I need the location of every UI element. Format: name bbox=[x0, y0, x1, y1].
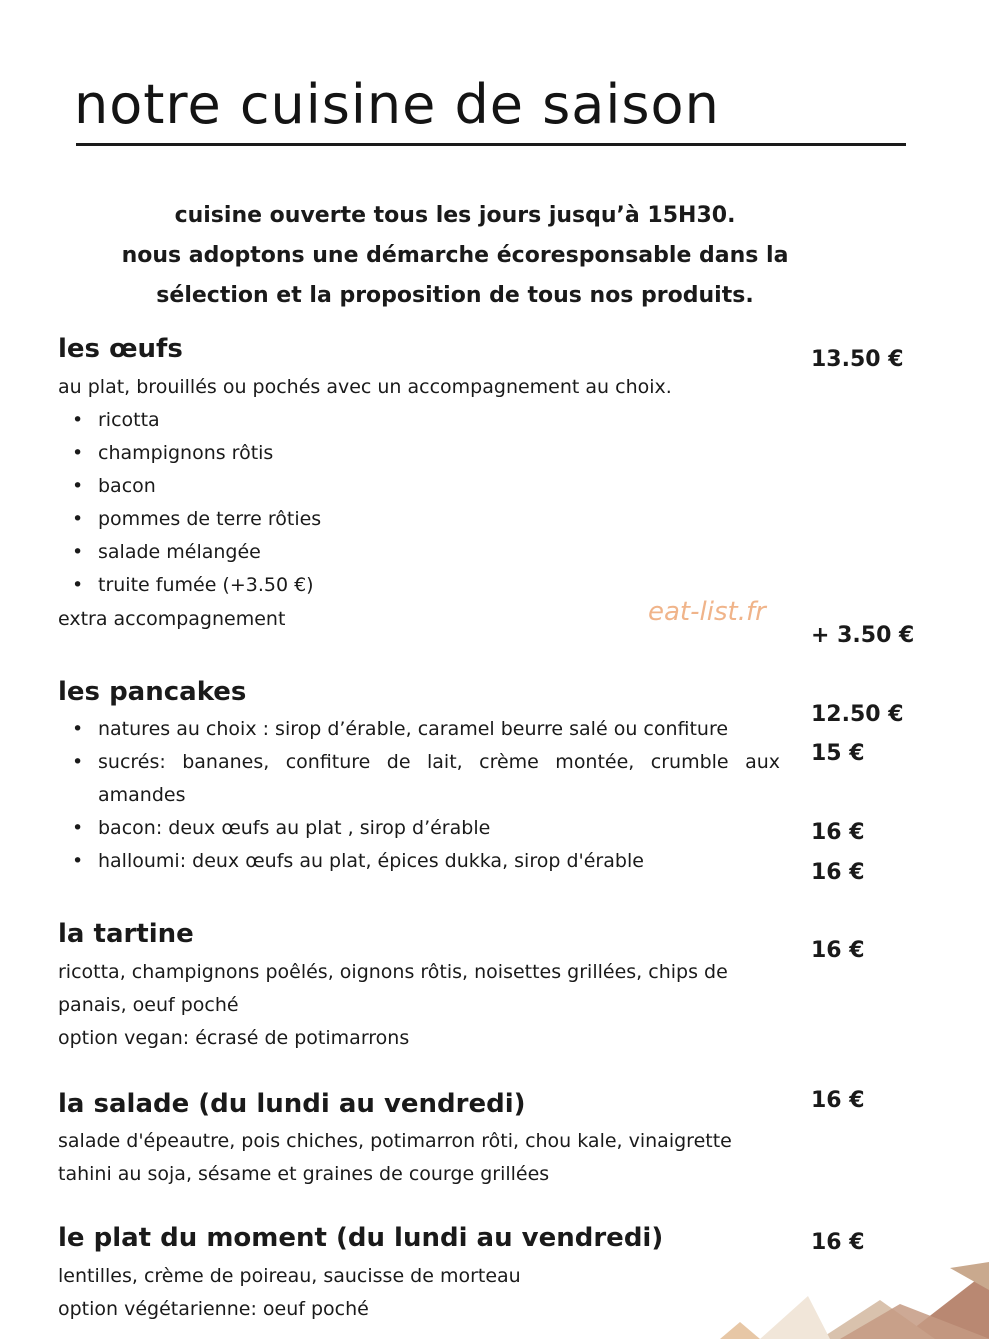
price-plat-du-moment: 16 € bbox=[811, 1230, 865, 1255]
price-tartine: 16 € bbox=[811, 938, 865, 963]
bullet-icon: • bbox=[72, 817, 84, 839]
intro-line-2: nous adoptons une démarche écoresponsable dans la bbox=[121, 243, 789, 268]
section-title-salade: la salade (du lundi au vendredi) bbox=[58, 1089, 526, 1119]
section-title-tartine: la tartine bbox=[58, 919, 194, 949]
bullet-icon: • bbox=[72, 574, 84, 596]
list-item-continuation: amandes bbox=[98, 784, 186, 806]
intro-line-1: cuisine ouverte tous les jours jusqu’à 15H30. bbox=[174, 203, 736, 228]
list-item: pommes de terre rôties bbox=[98, 508, 322, 530]
bullet-icon: • bbox=[72, 541, 84, 563]
salade-description-line-1: salade d'épeautre, pois chiches, potimarron rôti, chou kale, vinaigrette bbox=[58, 1130, 732, 1152]
plat-description-line-1: lentilles, crème de poireau, saucisse de morteau bbox=[58, 1265, 521, 1287]
list-item: truite fumée (+3.50 €) bbox=[98, 574, 314, 596]
bullet-icon: • bbox=[72, 442, 84, 464]
tartine-vegan-option: option vegan: écrasé de potimarrons bbox=[58, 1027, 410, 1049]
bullet-icon: • bbox=[72, 409, 84, 431]
deco-shape bbox=[760, 1296, 830, 1339]
intro-line-3: sélection et la proposition de tous nos produits. bbox=[156, 283, 754, 308]
list-item: bacon bbox=[98, 475, 156, 497]
oeufs-description: au plat, brouillés ou pochés avec un accompagnement au choix. bbox=[58, 376, 672, 398]
bullet-icon: • bbox=[72, 475, 84, 497]
watermark-text: eat-list.fr bbox=[648, 597, 766, 627]
extra-accompaniment-label: extra accompagnement bbox=[58, 608, 286, 630]
list-item: champignons rôtis bbox=[98, 442, 274, 464]
section-title-pancakes: les pancakes bbox=[58, 677, 247, 707]
list-item: natures au choix : sirop d’érable, caramel beurre salé ou confiture bbox=[98, 718, 729, 740]
price-pancakes-halloumi: 16 € bbox=[811, 860, 865, 885]
bullet-icon: • bbox=[72, 850, 84, 872]
list-item: halloumi: deux œufs au plat, épices dukka, sirop d'érable bbox=[98, 850, 644, 872]
tartine-description-line-1: ricotta, champignons poêlés, oignons rôtis, noisettes grillées, chips de bbox=[58, 961, 728, 983]
bullet-icon: • bbox=[72, 751, 84, 773]
price-pancakes-sucres: 15 € bbox=[811, 741, 865, 766]
plat-vegetarian-option: option végétarienne: oeuf poché bbox=[58, 1298, 369, 1320]
price-pancakes-natures: 12.50 € bbox=[811, 702, 904, 727]
price-oeufs: 13.50 € bbox=[811, 347, 904, 372]
section-title-oeufs: les œufs bbox=[58, 334, 183, 364]
price-pancakes-bacon: 16 € bbox=[811, 820, 865, 845]
price-salade: 16 € bbox=[811, 1088, 865, 1113]
tartine-description-line-2: panais, oeuf poché bbox=[58, 994, 239, 1016]
page-title: notre cuisine de saison bbox=[74, 73, 720, 136]
deco-shape bbox=[720, 1322, 760, 1339]
list-item: bacon: deux œufs au plat , sirop d’érable bbox=[98, 817, 491, 839]
list-item: salade mélangée bbox=[98, 541, 261, 563]
list-item: ricotta bbox=[98, 409, 160, 431]
salade-description-line-2: tahini au soja, sésame et graines de courge grillées bbox=[58, 1163, 550, 1185]
section-title-plat-du-moment: le plat du moment (du lundi au vendredi) bbox=[58, 1223, 664, 1253]
price-extra-accompaniment: + 3.50 € bbox=[811, 623, 915, 648]
bullet-icon: • bbox=[72, 508, 84, 530]
bullet-icon: • bbox=[72, 718, 84, 740]
list-item: sucrés: bananes, confiture de lait, crème montée, crumble aux bbox=[98, 751, 780, 773]
